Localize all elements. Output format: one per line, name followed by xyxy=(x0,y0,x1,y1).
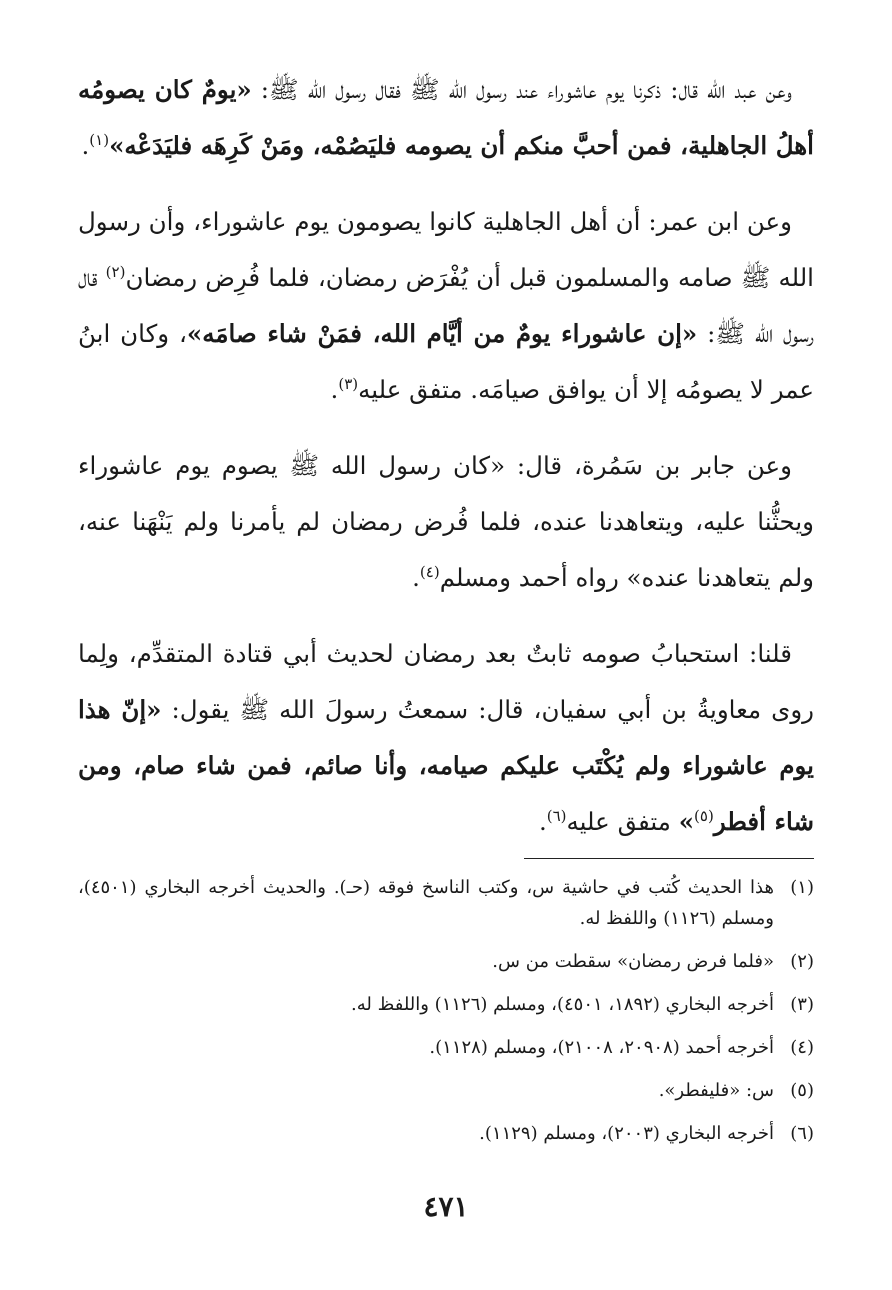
paragraph-2-text-c: ، وكان ابنُ عمر لا يصومُه إلا أن يوافق صيامَه. متفق عليه xyxy=(78,319,814,404)
footnote-number: (٣) xyxy=(790,994,814,1015)
footnotes xyxy=(78,872,814,1161)
paragraph-3 xyxy=(78,438,814,606)
footnote-ref-3: (٣) xyxy=(338,374,359,393)
footnote-text: أخرجه أحمد (٢٠٩٠٨، ٢١٠٠٨)، ومسلم (١١٢٨). xyxy=(429,1037,774,1058)
paragraph-3-text: وعن جابر بن سَمُرة، قال: «كان رسول الله ﷺ يصوم يوم عاشوراء ويحثُّنا عليه، ويتعاهدنا عنده، فلما فُرض رمضان لم يأمرنا ولم يَنْهَنا عنه، ولم يتعاهدنا عنده» رواه أحمد ومسلم xyxy=(78,451,814,592)
page-number: ٤٧١ xyxy=(423,1190,469,1223)
paragraph-2 xyxy=(78,194,814,418)
footnote-text: س: «فليفطر». xyxy=(658,1080,774,1101)
hadith-quote-1: «يومٌ كان يصومُه أهلُ الجاهلية، فمن أحبَّ منكم أن يصومه فليَصُمْه، ومَنْ كَرِهَه فليَدَعْه» xyxy=(78,75,814,160)
footnote-number: (٦) xyxy=(790,1123,814,1144)
paragraph-4-text-b: متفق عليه xyxy=(566,807,679,836)
footnote-ref-1: (١) xyxy=(89,130,110,149)
paragraph-1-end: . xyxy=(81,131,90,160)
paragraph-4-text: قلنا: استحبابُ صومه ثابتٌ بعد رمضان لحديث أبي قتادة المتقدِّم، ولِما روى معاويةُ بن أبي سفيان، قال: سمعتُ رسولَ الله ﷺ يقول: xyxy=(78,639,814,724)
footnote-4 xyxy=(78,1032,814,1063)
paragraph-4-end: . xyxy=(538,807,547,836)
paragraph-3-end: . xyxy=(412,563,420,592)
footnote-6 xyxy=(78,1118,814,1149)
footnote-ref-2: (٢) xyxy=(105,262,126,281)
footnote-text: أخرجه البخاري (١٨٩٢، ٤٥٠١)، ومسلم (١١٢٦) واللفظ له. xyxy=(351,994,774,1015)
hadith-quote-2: «إن عاشوراء يومٌ من أيَّام الله، فمَنْ شاء صامَه» xyxy=(186,319,698,348)
footnote-2 xyxy=(78,946,814,977)
hadith-quote-3-close: » xyxy=(678,807,695,836)
footnote-ref-4: (٤) xyxy=(419,562,440,581)
paragraph-2-text-a: وعن ابن عمر: أن أهل الجاهلية كانوا يصومون يوم عاشوراء، وأن رسول الله ﷺ صامه والمسلمون قبل أن يُفْرَض رمضان، فلما فُرِض رمضان xyxy=(78,207,814,292)
footnote-1 xyxy=(78,872,814,934)
footnote-number: (١) xyxy=(790,877,814,898)
footnote-text: «فلما فرض رمضان» سقطت من س. xyxy=(492,951,774,972)
main-text xyxy=(78,62,814,870)
footnote-ref-5: (٥) xyxy=(694,806,714,825)
footnote-ref-6: (٦) xyxy=(546,806,567,825)
hadith-quote-3: «إنّ هذا يوم عاشوراء ولم يُكْتَب عليكم صيامه، وأنا صائم، فمن شاء صام، ومن شاء أفطر xyxy=(78,695,814,836)
footnote-number: (٥) xyxy=(790,1080,814,1101)
footnote-separator xyxy=(524,858,814,859)
footnote-text: هذا الحديث كُتب في حاشية س، وكتب الناسخ فوقه (حـ). والحديث أخرجه البخاري (٤٥٠١)، ومسلم (١١٢٦) واللفظ له. xyxy=(78,877,774,929)
paragraph-2-text-b: قال رسول الله ﷺ: xyxy=(78,263,814,348)
footnote-3 xyxy=(78,989,814,1020)
paragraph-2-end: . xyxy=(330,375,339,404)
footnote-number: (٤) xyxy=(790,1037,814,1058)
footnote-text: أخرجه البخاري (٢٠٠٣)، ومسلم (١١٢٩). xyxy=(479,1123,774,1144)
footnote-5 xyxy=(78,1075,814,1106)
footnote-number: (٢) xyxy=(790,951,814,972)
paragraph-1-text: وعن عبد الله قال: ذكرنا يوم عاشوراء عند رسول الله ﷺ فقال رسول الله ﷺ: xyxy=(251,75,792,104)
paragraph-4 xyxy=(78,626,814,850)
paragraph-1 xyxy=(78,62,814,174)
